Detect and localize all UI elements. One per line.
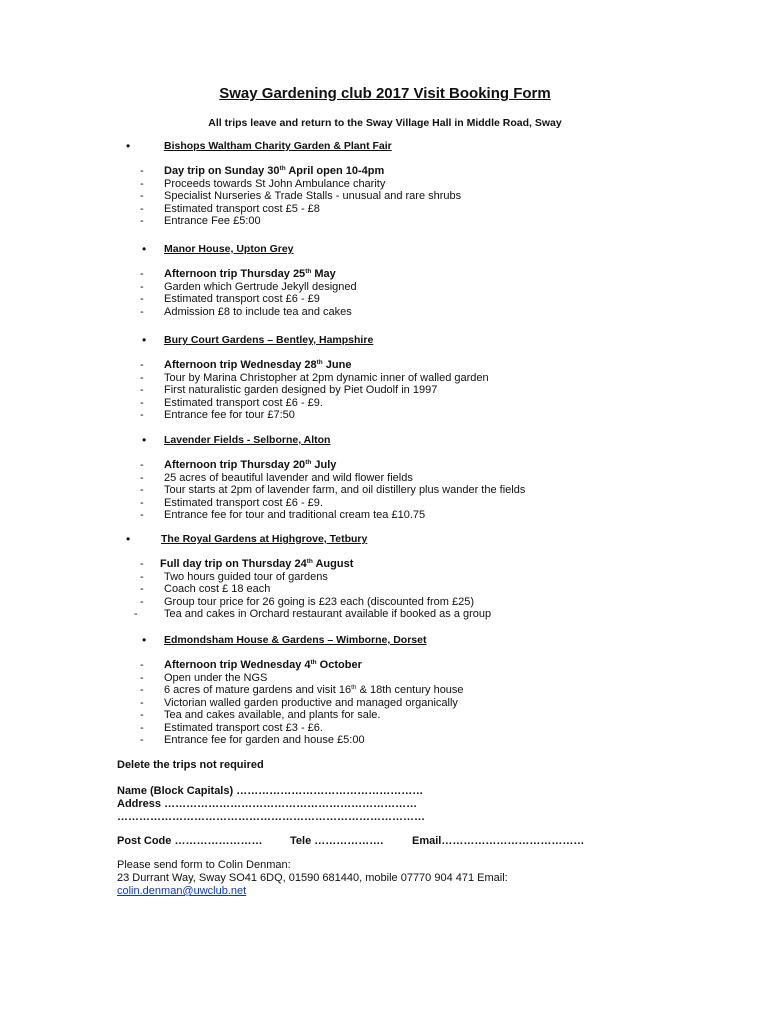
- trip-detail-line: [0, 659, 770, 672]
- address-field-line-2[interactable]: …………………………………………………………………………: [117, 811, 425, 823]
- line-text: Afternoon trip Wednesday 28: [164, 359, 317, 371]
- dash-icon: -: [140, 409, 144, 421]
- trip-detail-line: [0, 722, 770, 735]
- trip-detail-line: [0, 359, 770, 372]
- dash-icon: -: [140, 305, 144, 318]
- trip-detail-line: [0, 203, 770, 216]
- trip-detail-line: [0, 509, 770, 522]
- dash-icon: -: [140, 496, 144, 509]
- dash-icon: -: [140, 190, 144, 202]
- name-field[interactable]: Name (Block Capitals) ……………………………………………: [117, 785, 424, 797]
- line-text: Afternoon trip Wednesday 4: [164, 659, 311, 671]
- dash-icon: -: [140, 570, 144, 583]
- line-superscript: th: [306, 558, 313, 565]
- dash-icon: -: [140, 471, 144, 484]
- dash-icon: -: [140, 709, 144, 721]
- bullet-icon: •: [142, 633, 147, 647]
- dash-icon: -: [140, 293, 144, 305]
- line-text: Garden which Gertrude Jekyll designed: [164, 280, 357, 293]
- line-text: April open 10-4pm: [285, 165, 385, 177]
- line-superscript: th: [310, 659, 317, 666]
- dash-icon: -: [140, 396, 144, 409]
- trip-detail-line: [0, 372, 770, 385]
- line-text: Estimated transport cost £5 - £8: [164, 202, 320, 215]
- bullet-icon: •: [126, 139, 131, 153]
- dash-icon: -: [140, 684, 144, 696]
- line-text: 25 acres of beautiful lavender and wild flower fields: [164, 471, 413, 484]
- trip-detail-line: [0, 497, 770, 510]
- dash-icon: -: [140, 268, 144, 280]
- dash-icon: -: [140, 177, 144, 190]
- line-superscript: th: [305, 268, 312, 275]
- dash-icon: -: [140, 280, 144, 293]
- line-superscript: th: [305, 459, 312, 466]
- trip-detail-line: [0, 672, 770, 685]
- address-field[interactable]: Address ……………………………………………………………: [117, 798, 418, 810]
- line-text: Open under the NGS: [164, 671, 268, 684]
- trip-name: Bishops Waltham Charity Garden & Plant Fair: [164, 140, 392, 152]
- trip-detail-line: [0, 397, 770, 410]
- trip-detail-line: [0, 190, 770, 203]
- dash-icon: -: [140, 721, 144, 734]
- email-field[interactable]: Email…………………………………: [412, 835, 585, 847]
- trip-detail-line: [0, 472, 770, 485]
- line-text: Estimated transport cost £6 - £9.: [164, 396, 323, 409]
- dash-icon: -: [140, 595, 144, 608]
- bullet-icon: •: [142, 242, 147, 256]
- line-text: July: [311, 459, 337, 471]
- line-superscript: th: [316, 359, 323, 366]
- page-title: Sway Gardening club 2017 Visit Booking Form: [219, 85, 551, 102]
- dash-icon: -: [140, 202, 144, 215]
- trip-detail-line: [0, 409, 770, 422]
- trip-detail-line: [0, 268, 770, 281]
- trip-detail-line: [0, 178, 770, 191]
- line-text: Entrance fee for tour and traditional cream tea £10.75: [164, 509, 426, 521]
- line-text: & 18th century house: [356, 684, 464, 696]
- trip-detail-line: [0, 734, 770, 747]
- trip-section: [0, 533, 770, 621]
- trip-detail-line: [0, 165, 770, 178]
- line-text: Coach cost £ 18 each: [164, 583, 271, 595]
- trip-detail-line: [0, 293, 770, 306]
- line-text: Two hours guided tour of gardens: [164, 570, 328, 583]
- dash-icon: -: [140, 671, 144, 684]
- trip-detail-line: [0, 484, 770, 497]
- dash-icon: -: [140, 359, 144, 371]
- dash-icon: -: [134, 608, 138, 620]
- trip-section: [0, 334, 770, 422]
- trip-detail-line: [0, 215, 770, 228]
- line-text: Tea and cakes available, and plants for sale.: [164, 709, 381, 721]
- trip-detail-line: [0, 571, 770, 584]
- trip-section: [0, 634, 770, 747]
- trip-detail-line: [0, 608, 770, 621]
- line-text: Afternoon trip Thursday 20: [164, 459, 306, 471]
- line-text: June: [322, 359, 352, 371]
- delete-note: Delete the trips not required: [117, 759, 264, 771]
- trip-detail-line: [0, 583, 770, 596]
- trip-detail-line: [0, 558, 770, 571]
- bullet-icon: •: [142, 433, 147, 447]
- dash-icon: -: [140, 371, 144, 384]
- postcode-field[interactable]: Post Code ……………………: [117, 835, 263, 847]
- trip-section: [0, 140, 770, 228]
- line-text: Estimated transport cost £3 - £6.: [164, 721, 323, 734]
- line-text: August: [312, 558, 354, 570]
- contact-intro: Please send form to Colin Denman:: [117, 859, 291, 871]
- line-superscript: th: [351, 684, 357, 691]
- line-text: Specialist Nurseries & Trade Stalls - unusual and rare shrubs: [164, 190, 462, 202]
- bullet-icon: •: [126, 532, 131, 546]
- line-text: Entrance Fee £5:00: [164, 215, 261, 227]
- trip-name: Edmondsham House & Gardens – Wimborne, Dorset: [164, 634, 427, 646]
- line-text: Proceeds towards St John Ambulance charity: [164, 177, 386, 190]
- line-text: Full day trip on Thursday 24: [160, 558, 307, 570]
- dash-icon: -: [140, 734, 144, 746]
- trip-section: [0, 434, 770, 522]
- page-subtitle: All trips leave and return to the Sway Village Hall in Middle Road, Sway: [208, 117, 562, 129]
- contact-email-link[interactable]: colin.denman@uwclub.net: [117, 885, 247, 897]
- line-text: Victorian walled garden productive and managed organically: [164, 696, 458, 709]
- line-text: Estimated transport cost £6 - £9.: [164, 496, 323, 509]
- dash-icon: -: [140, 484, 144, 496]
- trip-detail-line: [0, 697, 770, 710]
- tele-field[interactable]: Tele ……………….: [290, 835, 384, 847]
- line-text: October: [316, 659, 362, 671]
- trip-detail-line: [0, 596, 770, 609]
- trip-name: Lavender Fields - Selborne, Alton: [164, 434, 331, 446]
- dash-icon: -: [140, 165, 144, 177]
- line-text: Group tour price for 26 going is £23 each (discounted from £25): [164, 595, 475, 608]
- trip-name: Manor House, Upton Grey: [164, 243, 294, 255]
- trip-detail-line: [0, 384, 770, 397]
- dash-icon: -: [140, 215, 144, 227]
- trip-detail-line: [0, 281, 770, 294]
- line-text: Entrance fee for garden and house £5:00: [164, 734, 365, 746]
- line-text: First naturalistic garden designed by Piet Oudolf in 1997: [164, 384, 438, 396]
- trip-name: Bury Court Gardens – Bentley, Hampshire: [164, 334, 374, 346]
- dash-icon: -: [140, 509, 144, 521]
- dash-icon: -: [140, 659, 144, 671]
- trip-detail-line: [0, 459, 770, 472]
- trip-section: [0, 243, 770, 318]
- dash-icon: -: [140, 384, 144, 396]
- trip-name: The Royal Gardens at Highgrove, Tetbury: [161, 533, 368, 545]
- line-text: Afternoon trip Thursday 25: [164, 268, 306, 280]
- dash-icon: -: [140, 558, 144, 570]
- line-text: Tea and cakes in Orchard restaurant available if booked as a group: [164, 608, 492, 620]
- contact-address: 23 Durrant Way, Sway SO41 6DQ, 01590 681440, mobile 07770 904 471 Email:: [117, 872, 508, 884]
- line-text: Entrance fee for tour £7:50: [164, 409, 295, 421]
- dash-icon: -: [140, 459, 144, 471]
- trip-detail-line: [0, 709, 770, 722]
- line-text: Tour by Marina Christopher at 2pm dynamic inner of walled garden: [164, 371, 489, 384]
- line-text: May: [311, 268, 336, 280]
- line-text: 6 acres of mature gardens and visit 16: [164, 684, 352, 696]
- line-text: Tour starts at 2pm of lavender farm, and oil distillery plus wander the fields: [164, 484, 526, 496]
- line-text: Admission £8 to include tea and cakes: [164, 305, 352, 318]
- trip-detail-line: [0, 306, 770, 319]
- dash-icon: -: [140, 696, 144, 709]
- line-text: Day trip on Sunday 30: [164, 165, 280, 177]
- dash-icon: -: [140, 583, 144, 595]
- bullet-icon: •: [142, 333, 147, 347]
- line-text: Estimated transport cost £6 - £9: [164, 293, 320, 305]
- trip-detail-line: [0, 684, 770, 697]
- line-superscript: th: [279, 165, 286, 172]
